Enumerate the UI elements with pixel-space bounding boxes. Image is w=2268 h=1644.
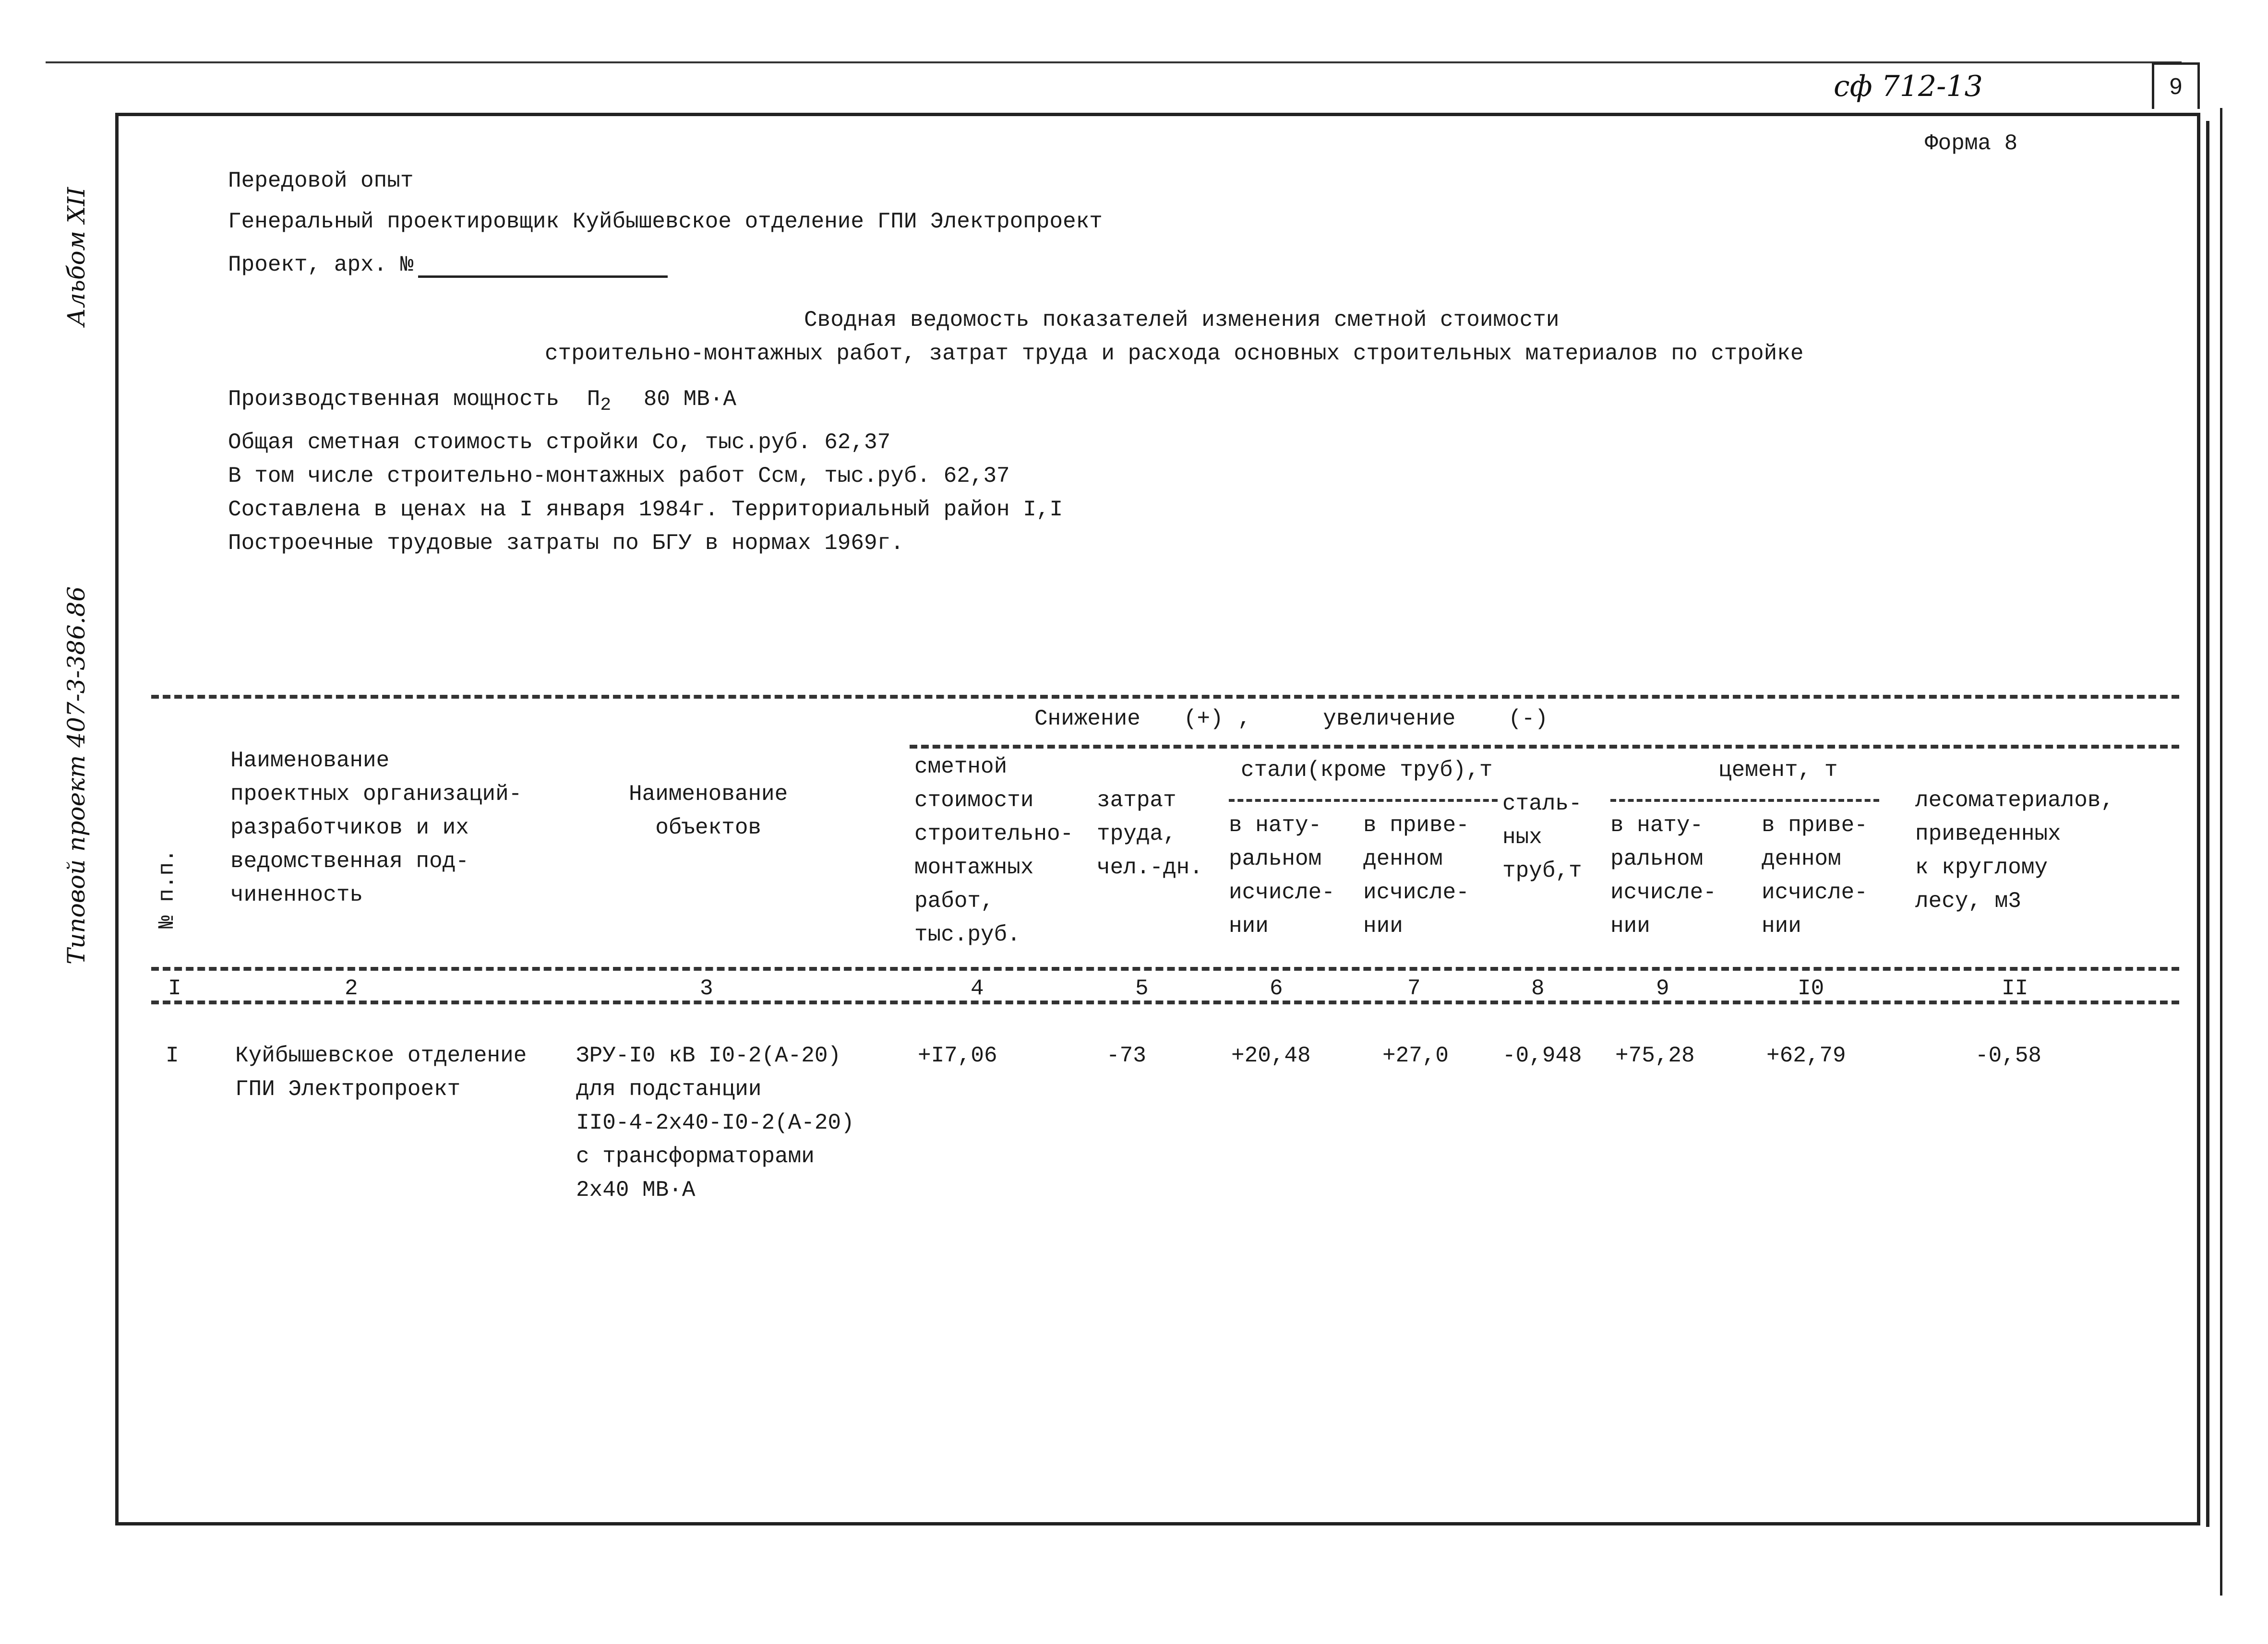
col-number: I (168, 976, 181, 1001)
col-number: I0 (1798, 976, 1824, 1001)
info-line-5: Построечные трудовые затраты по БГУ в нормах 1969г. (228, 531, 904, 556)
title-line-2: строительно-монтажных работ, затрат труда и расхода основных строительных материалов по стройке (545, 341, 1804, 366)
col11-header: лесоматериалов, приведенных к круглому лесу, м3 (1915, 788, 2114, 914)
col2-header: Наименование проектных организаций- разработчиков и их ведомственная под- чиненность (230, 748, 522, 907)
document-code: сф 712-13 (1834, 70, 1983, 103)
project-archive-blank (418, 257, 668, 278)
row-c7: +27,0 (1382, 1043, 1449, 1068)
info-line-4: Составлена в ценах на I января 1984г. Территориальный район I,I (228, 497, 1063, 522)
margin-project: Типовой проект 407-3-386.86 (62, 586, 90, 965)
col-number: 4 (971, 976, 984, 1001)
capacity-value: 80 МВ·А (643, 387, 736, 412)
header-line-1: Передовой опыт (228, 168, 414, 193)
row-c11: -0,58 (1975, 1043, 2042, 1068)
table-top-rule (151, 695, 2179, 699)
header-line-2: Генеральный проектировщик Куйбышевское отделение ГПИ Электропроект (228, 209, 1103, 234)
col5-header: затрат труда, чел.-дн. (1097, 788, 1203, 880)
row-c5: -73 (1106, 1043, 1146, 1068)
col-number: 6 (1270, 976, 1283, 1001)
title-line-1: Сводная ведомость показателей изменения сметной стоимости (804, 308, 1560, 333)
header-line-3 (228, 252, 668, 278)
right-margin-rule (2220, 108, 2222, 1596)
row-c8: -0,948 (1502, 1043, 1582, 1068)
row-no: I (166, 1043, 179, 1068)
col7-header: в приве- денном исчисле- нии (1363, 813, 1469, 939)
numbers-bottom-rule (151, 1001, 2179, 1004)
row-c9: +75,28 (1615, 1043, 1695, 1068)
row-org: Куйбышевское отделение ГПИ Электропроект (235, 1043, 527, 1102)
col10-header: в приве- денном исчисле- нии (1762, 813, 1868, 939)
col6-header: в нату- ральном исчисле- нии (1229, 813, 1335, 939)
top-rule (46, 61, 2182, 63)
table-group-rule (910, 745, 2179, 749)
capacity-symbol: $П_2$ (587, 387, 612, 416)
steel-subrule (1229, 799, 1498, 802)
col-number: 7 (1407, 976, 1421, 1001)
capacity-label: Производственная мощность (228, 387, 560, 412)
col-number: 3 (700, 976, 713, 1001)
col-number: II (2002, 976, 2028, 1001)
row-c10: +62,79 (1766, 1043, 1846, 1068)
capacity-line (228, 386, 736, 418)
col-number: 9 (1656, 976, 1669, 1001)
col-number: 5 (1135, 976, 1149, 1001)
col9-header: в нату- ральном исчисле- нии (1610, 813, 1716, 939)
steel-group-header: стали(кроме труб),т (1241, 758, 1493, 783)
info-line-2: Общая сметная стоимость стройки Со, тыс.руб. 62,37 (228, 430, 891, 455)
col8-header: сталь- ных труб,т (1502, 791, 1582, 883)
col-number: 2 (345, 976, 358, 1001)
row-object: ЗРУ-I0 кВ I0-2(А-20) для подстанции II0-4-2х40-I0-2(А-20) с трансформаторами 2х40 МВ·А (576, 1043, 854, 1203)
cement-group-header: цемент, т (1718, 758, 1838, 783)
info-line-3: В том числе строительно-монтажных работ Ссм, тыс.руб. 62,37 (228, 464, 1010, 488)
col3-header: Наименование объектов (629, 782, 788, 840)
col4-header: сметной стоимости строительно- монтажных работ, тыс.руб. (914, 754, 1074, 947)
page-number: 9 (2152, 62, 2200, 109)
header-bottom-rule (151, 967, 2179, 971)
group-header: Снижение (+) , увеличение (-) (1034, 706, 1548, 731)
form-label: Форма 8 (1925, 131, 2018, 156)
row-c6: +20,48 (1231, 1043, 1311, 1068)
row-c4: +I7,06 (918, 1043, 997, 1068)
project-archive-label: Проект, арх. № (228, 252, 414, 277)
col-number: 8 (1531, 976, 1545, 1001)
margin-album: Альбом XII (62, 187, 90, 326)
cement-subrule (1610, 799, 1879, 802)
col-no-header: № п.п. (155, 849, 180, 929)
